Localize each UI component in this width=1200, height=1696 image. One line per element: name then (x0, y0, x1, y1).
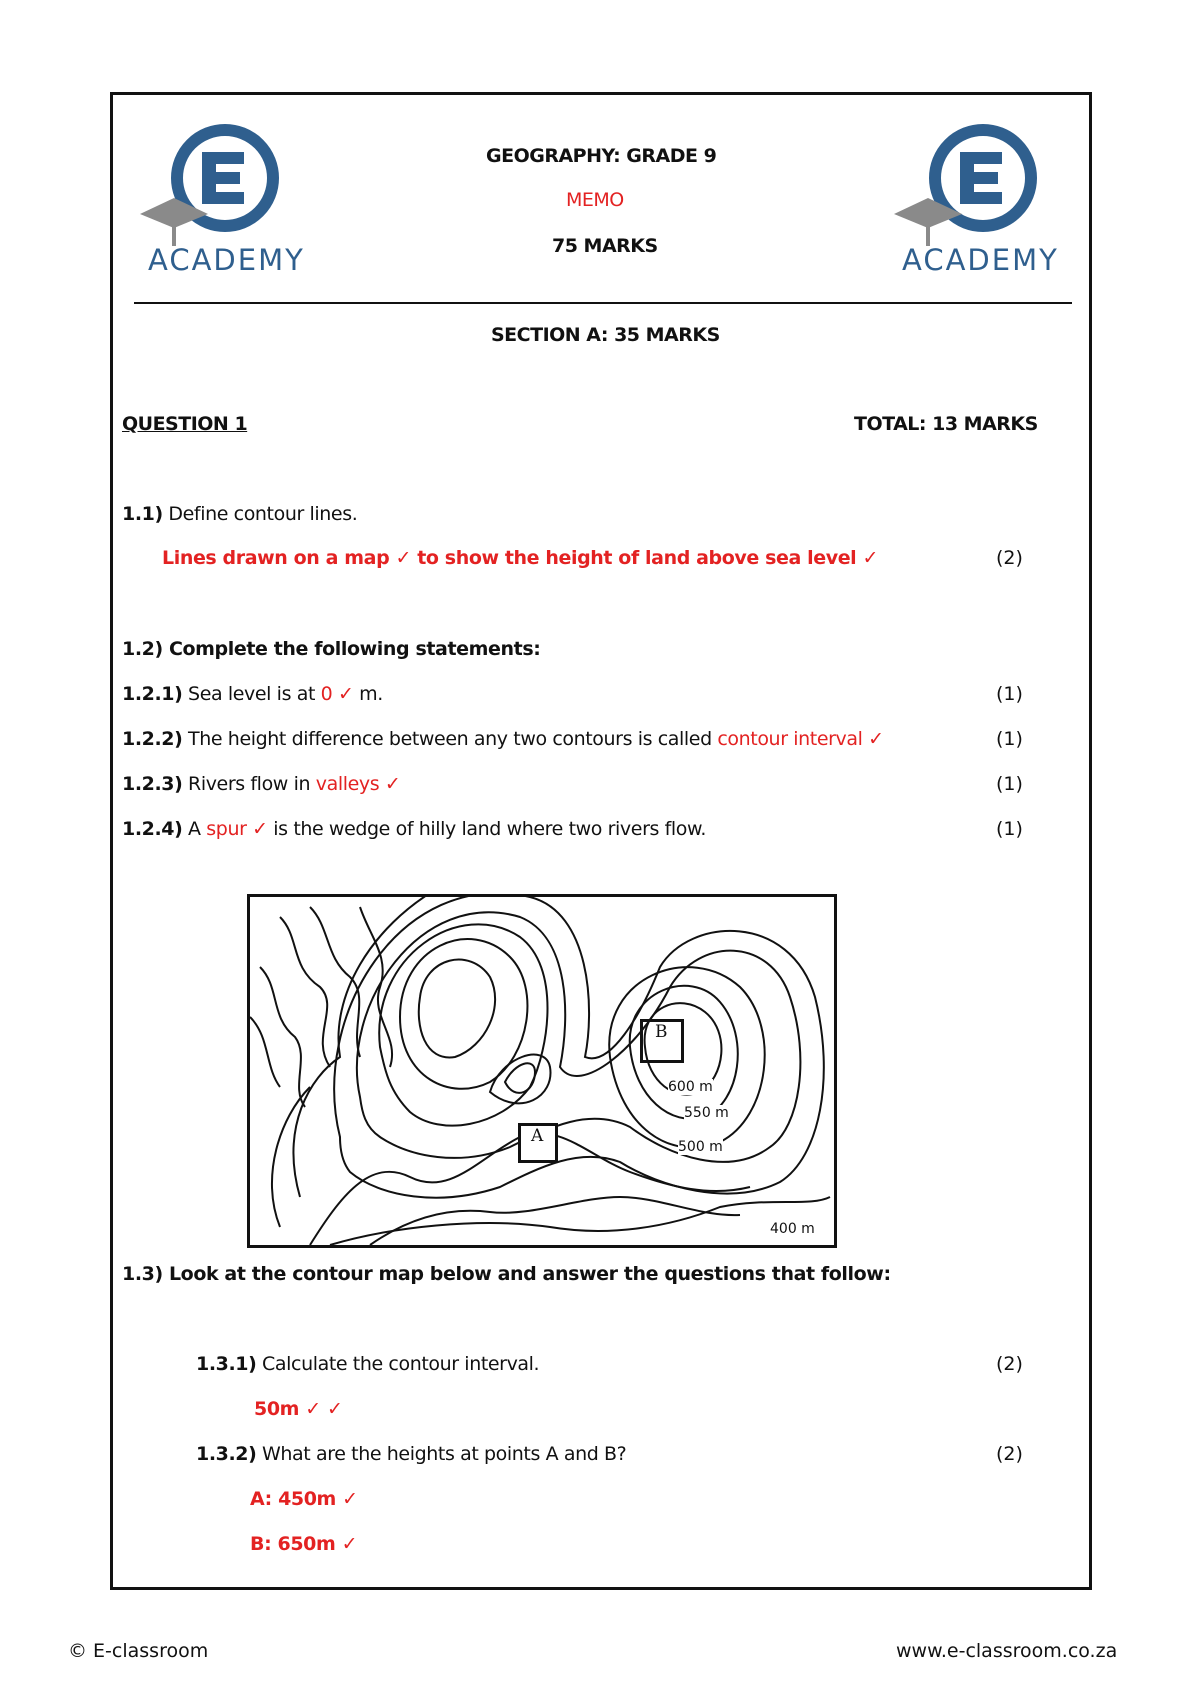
point-a-box (518, 1123, 558, 1163)
q1-2-1-answer: 0 ✓ (320, 683, 354, 705)
q1-2-3-marks: (1) (996, 773, 1023, 795)
contour-map (247, 894, 837, 1248)
q1-3-1-marks: (2) (996, 1353, 1023, 1375)
q1-2-2-number: 1.2.2) (122, 728, 183, 750)
q1-2-2-marks: (1) (996, 728, 1023, 750)
memo-label: MEMO (566, 189, 624, 211)
q1-2-3-number: 1.2.3) (122, 773, 183, 795)
q1-2-1 (122, 683, 383, 705)
header-divider (134, 302, 1072, 304)
q1-2-3-before: Rivers flow in (188, 773, 316, 795)
q1-2-2-answer: contour interval ✓ (717, 728, 884, 750)
q1-2-3-answer: valleys ✓ (315, 773, 401, 795)
footer-copyright: © E-classroom (68, 1640, 209, 1662)
q1-2-1-marks: (1) (996, 683, 1023, 705)
question-title: QUESTION 1 (122, 413, 248, 435)
contour-label-600: 600 m (668, 1079, 713, 1095)
q1-2-4-answer: spur ✓ (206, 818, 268, 840)
q1-2-1-after: m. (353, 683, 383, 705)
point-b-label: B (655, 1022, 668, 1042)
q1-2-1-before: Sea level is at (188, 683, 321, 705)
academy-logo-left (130, 118, 310, 278)
point-a-label: A (531, 1126, 544, 1146)
q1-3-2-answer-a: A: 450m ✓ (250, 1488, 358, 1510)
logo-text-right: ACADEMY (902, 243, 1059, 277)
footer-website[interactable]: www.e-classroom.co.za (896, 1640, 1118, 1662)
q1-1-text: Define contour lines. (168, 503, 358, 525)
q1-2-4-after: is the wedge of hilly land where two rivers flow. (267, 818, 707, 840)
q1-3-1 (196, 1353, 539, 1375)
q1-2-1-number: 1.2.1) (122, 683, 183, 705)
q1-3-2-answer-b: B: 650m ✓ (250, 1533, 358, 1555)
q1-3-2-number: 1.3.2) (196, 1443, 257, 1465)
q1-2-4-marks: (1) (996, 818, 1023, 840)
q1-3-1-answer: 50m ✓ ✓ (254, 1398, 343, 1420)
q1-3-intro: 1.3) Look at the contour map below and answer the questions that follow: (122, 1263, 891, 1285)
q1-1-marks: (2) (996, 547, 1023, 569)
q1-3-2 (196, 1443, 626, 1465)
total-marks: 75 MARKS (552, 235, 658, 257)
q1-3-1-number: 1.3.1) (196, 1353, 257, 1375)
contour-label-400: 400 m (770, 1221, 815, 1237)
subject-title: GEOGRAPHY: GRADE 9 (486, 145, 717, 167)
q1-3-1-text: Calculate the contour interval. (262, 1353, 540, 1375)
question-total: TOTAL: 13 MARKS (854, 413, 1038, 435)
q1-2-2-before: The height difference between any two contours is called (188, 728, 718, 750)
q1-2-4-number: 1.2.4) (122, 818, 183, 840)
academy-logo-right (888, 118, 1068, 278)
contour-label-500: 500 m (678, 1139, 723, 1155)
q1-3-2-text: What are the heights at points A and B? (262, 1443, 627, 1465)
q1-1-question (122, 503, 357, 525)
q1-2-3 (122, 773, 400, 795)
point-b-box (640, 1019, 684, 1063)
q1-1-number: 1.1) (122, 503, 163, 525)
q1-1-answer: Lines drawn on a map ✓ to show the height of land above sea level ✓ (162, 547, 879, 569)
logo-text-left: ACADEMY (148, 243, 305, 277)
q1-2-2 (122, 728, 884, 750)
q1-2-4 (122, 818, 706, 840)
q1-2-intro: 1.2) Complete the following statements: (122, 638, 541, 660)
q1-3-2-marks: (2) (996, 1443, 1023, 1465)
q1-2-4-before: A (188, 818, 207, 840)
contour-label-550: 550 m (684, 1105, 729, 1121)
section-title: SECTION A: 35 MARKS (491, 324, 720, 346)
